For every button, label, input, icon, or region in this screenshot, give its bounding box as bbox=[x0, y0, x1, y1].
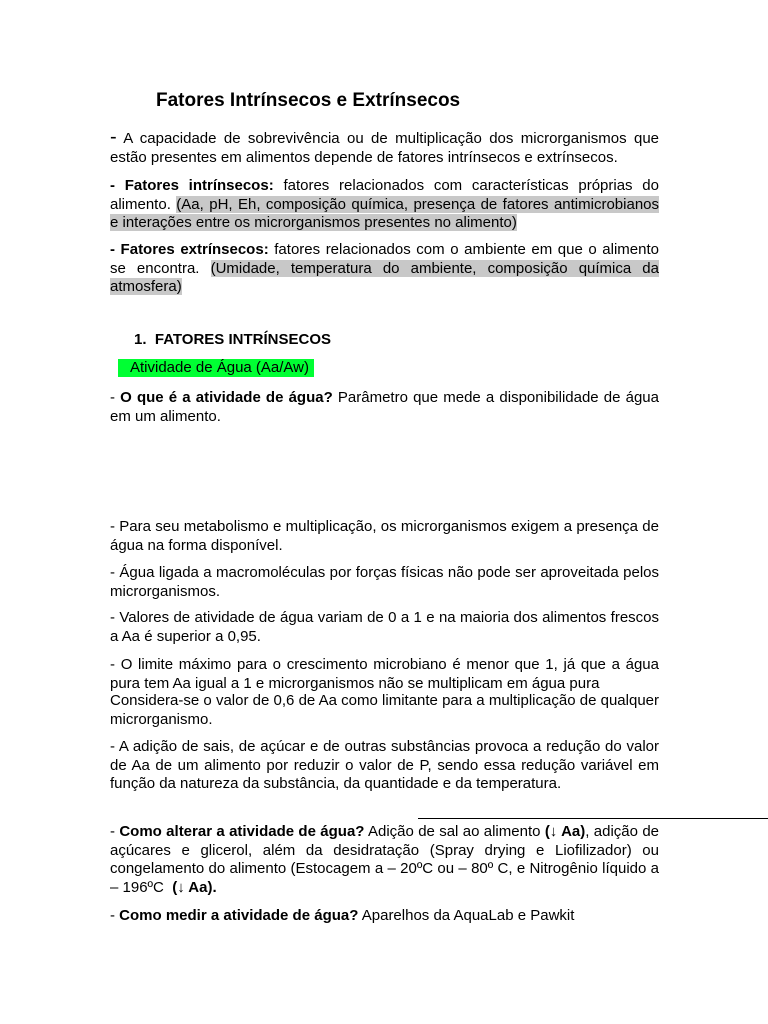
section-title: FATORES INTRÍNSECOS bbox=[154, 331, 331, 348]
question-answer-part1: Adição de sal ao alimento bbox=[367, 823, 541, 840]
list-item: - Para seu metabolismo e multiplicação, os microrganismos exigem a presença de água na forma disponível. bbox=[110, 518, 659, 554]
list-item: - Água ligada a macromoléculas por forças físicas não pode ser aproveitada pelos microrganismos. bbox=[110, 564, 659, 600]
intrinsic-factors-paragraph bbox=[110, 177, 659, 233]
list-item: - Valores de atividade de água variam de 0 a 1 e na maioria dos alimentos frescos a Aa é superior a 0,95. bbox=[110, 609, 659, 645]
intro-paragraph bbox=[110, 128, 659, 167]
extrinsic-factors-label: - Fatores extrínsecos: bbox=[110, 241, 269, 258]
list-item: Considera-se o valor de 0,6 de Aa como limitante para a multiplicação de qualquer microrganismo. bbox=[110, 692, 659, 728]
extrinsic-factors-paragraph bbox=[110, 241, 659, 297]
intrinsic-factors-highlight: (Aa, pH, Eh, composição química, presença de fatores antimicrobianos e interações entre os microrganismos presentes no alimento) bbox=[110, 195, 660, 231]
list-item: - A adição de sais, de açúcar e de outras substâncias provoca a redução do valor de Aa de um alimento por reduzir o valor de P, sendo essa redução variável em função da natureza da substância, da quantidade e da temperatura. bbox=[110, 738, 659, 792]
intrinsic-factors-label: - Fatores intrínsecos: bbox=[110, 177, 274, 194]
list-item: - O limite máximo para o crescimento microbiano é menor que 1, já que a água pura tem Aa igual a 1 e microrganismos não se multiplicam em água pura bbox=[110, 656, 659, 692]
section-heading bbox=[134, 331, 331, 348]
intrinsic-factors-text: fatores relacionados com características próprias do alimento. bbox=[110, 177, 659, 213]
question-how-to-alter-water-activity bbox=[110, 823, 659, 897]
question-answer: Aparelhos da AquaLab e Pawkit bbox=[361, 907, 575, 924]
question-label: O que é a atividade de água? bbox=[120, 389, 333, 406]
question-answer: Parâmetro que mede a disponibilidade de água em um alimento. bbox=[110, 389, 659, 425]
decrease-aa-mark: (↓ Aa). bbox=[172, 878, 217, 896]
document-title: Fatores Intrínsecos e Extrínsecos bbox=[156, 90, 461, 111]
horizontal-rule bbox=[418, 818, 768, 819]
question-how-to-measure-water-activity bbox=[110, 907, 659, 926]
question-prefix: - bbox=[110, 389, 115, 406]
intro-dash: - bbox=[110, 126, 117, 148]
decrease-aa-mark: (↓ Aa) bbox=[544, 823, 586, 840]
question-answer-part2: , adição de açúcares e glicerol, além da desidratação (Spray drying e Liofilizador) ou congelamento do alimento (Estocagem a – 20ºC ou – 80º C, e Nitrogênio líquido a – 196ºC bbox=[110, 823, 660, 896]
intro-text: A capacidade de sobrevivência ou de multiplicação dos microrganismos que estão presentes em alimentos depende de fatores intrínsecos e extrínsecos. bbox=[110, 130, 659, 166]
section-number: 1. bbox=[134, 331, 147, 348]
question-what-is-water-activity bbox=[110, 389, 659, 426]
question-prefix: - bbox=[110, 907, 115, 924]
extrinsic-factors-highlight: (Umidade, temperatura do ambiente, composição química da atmosfera) bbox=[110, 259, 659, 295]
water-activity-subheading: Atividade de Água (Aa/Aw) bbox=[118, 359, 314, 377]
question-label: Como alterar a atividade de água? bbox=[119, 823, 365, 840]
extrinsic-factors-text: fatores relacionados com o ambiente em que o alimento se encontra. bbox=[110, 241, 660, 277]
question-prefix: - bbox=[110, 823, 115, 840]
question-label: Como medir a atividade de água? bbox=[119, 907, 359, 924]
